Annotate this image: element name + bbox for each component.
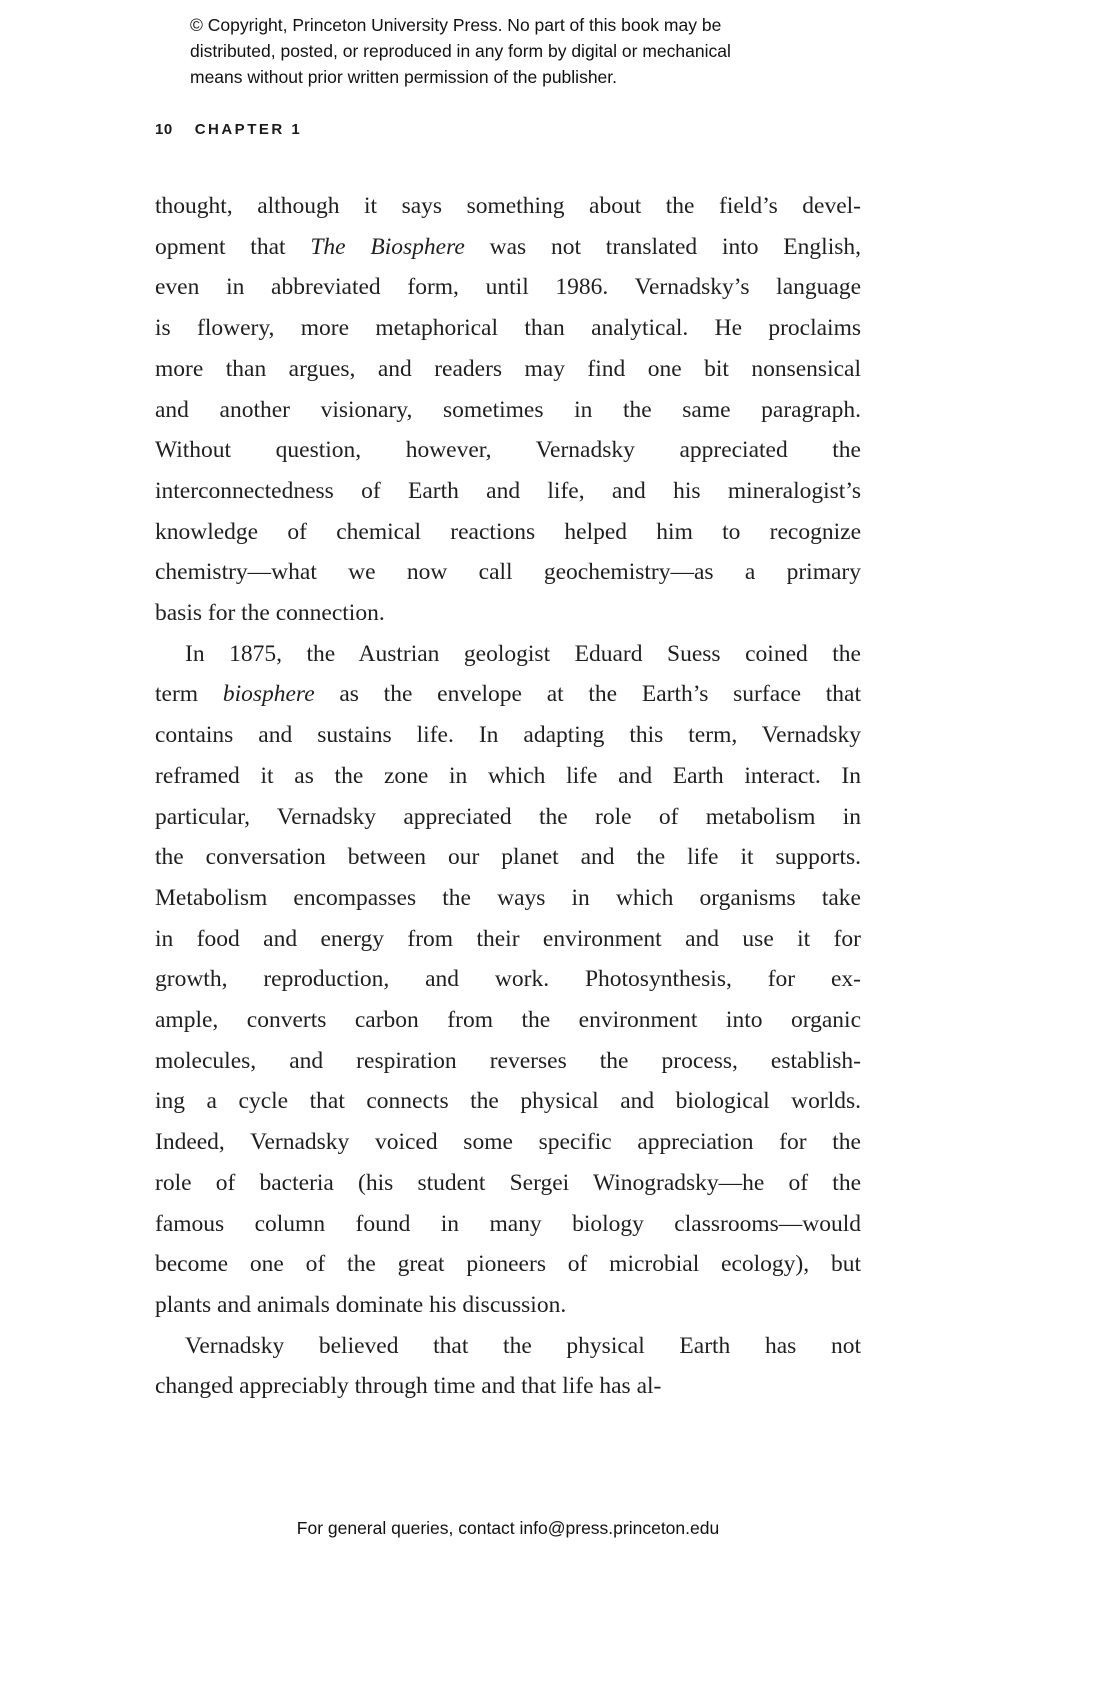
body-text: [155, 186, 861, 1407]
text-segment: changed appreciably through time and that life has al-: [155, 1373, 662, 1400]
text-segment: In 1875, the Austrian geologist Eduard Suess coined the: [185, 640, 861, 667]
text-segment: contains and sustains life. In adapting this term, Vernadsky: [155, 722, 861, 749]
body-line: [155, 1285, 861, 1326]
text-segment: even in abbreviated form, until 1986. Vernadsky’s language: [155, 274, 861, 301]
body-line: [155, 959, 861, 1000]
body-line: [155, 186, 861, 227]
text-segment: more than argues, and readers may find one bit nonsensical: [155, 355, 861, 382]
paragraph: [155, 634, 861, 1326]
copyright-line: © Copyright, Princeton University Press. No part of this book may be: [190, 15, 722, 35]
text-segment: growth, reproduction, and work. Photosynthesis, for ex-: [155, 966, 861, 993]
text-segment: Indeed, Vernadsky voiced some specific appreciation for the: [155, 1129, 861, 1156]
body-line: [155, 1041, 861, 1082]
body-line: [155, 1122, 861, 1163]
body-line: [155, 430, 861, 471]
body-line: [155, 227, 861, 268]
text-segment: Vernadsky believed that the physical Earth has not: [185, 1332, 861, 1359]
italic-text: biosphere: [222, 681, 315, 708]
chapter-label: CHAPTER 1: [194, 121, 303, 138]
text-segment: ing a cycle that connects the physical and biological worlds.: [155, 1088, 861, 1115]
paragraph: [155, 1326, 861, 1407]
body-line: [155, 797, 861, 838]
body-line: [155, 593, 861, 634]
italic-text: The Biosphere: [310, 233, 465, 260]
body-line: [155, 837, 861, 878]
text-segment: thought, although it says something about the field’s devel-: [155, 193, 861, 219]
body-line: [155, 674, 861, 715]
body-line: [155, 634, 861, 675]
text-segment: in food and energy from their environment and use it for: [155, 925, 861, 952]
text-segment: molecules, and respiration reverses the process, establish-: [155, 1047, 861, 1074]
text-segment: plants and animals dominate his discussion.: [155, 1291, 567, 1318]
footer-contact: For general queries, contact info@press.princeton.edu: [296, 1518, 720, 1538]
running-head: [155, 121, 302, 138]
text-segment: Metabolism encompasses the ways in which organisms take: [155, 884, 861, 911]
body-line: [155, 267, 861, 308]
text-segment: chemistry—what we now call geochemistry—as a primary: [155, 559, 861, 586]
text-segment: the conversation between our planet and the life it supports.: [155, 844, 861, 871]
text-segment: term: [155, 681, 223, 708]
text-segment: interconnectedness of Earth and life, and his mineralogist’s: [155, 477, 861, 504]
body-line: [155, 512, 861, 553]
body-line: [155, 349, 861, 390]
text-segment: basis for the connection.: [155, 600, 385, 627]
text-segment: and another visionary, sometimes in the same paragraph.: [155, 396, 861, 423]
text-segment: famous column found in many biology classrooms—would: [155, 1210, 861, 1237]
body-line: [155, 1326, 861, 1367]
text-segment: knowledge of chemical reactions helped him to recognize: [155, 518, 861, 545]
body-line: [155, 308, 861, 349]
copyright-notice: [190, 12, 870, 90]
body-line: [155, 1244, 861, 1285]
text-segment: opment that: [155, 233, 311, 260]
text-segment: ample, converts carbon from the environment into organic: [155, 1007, 861, 1034]
copyright-line: distributed, posted, or reproduced in any form by digital or mechanical: [190, 41, 731, 61]
page-number: 10: [155, 121, 173, 138]
body-line: [155, 1081, 861, 1122]
text-segment: become one of the great pioneers of microbial ecology), but: [155, 1251, 861, 1278]
copyright-line: means without prior written permission of the publisher.: [190, 67, 618, 87]
paragraph: [155, 186, 861, 634]
text-segment: was not translated into English,: [464, 233, 861, 260]
body-line: [155, 919, 861, 960]
text-segment: reframed it as the zone in which life and Earth interact. In: [155, 762, 861, 789]
body-line: [155, 1366, 861, 1407]
body-line: [155, 878, 861, 919]
body-line: [155, 756, 861, 797]
body-line: [155, 1204, 861, 1245]
body-line: [155, 390, 861, 431]
body-line: [155, 471, 861, 512]
body-line: [155, 552, 861, 593]
text-segment: as the envelope at the Earth’s surface that: [314, 681, 861, 708]
body-line: [155, 1163, 861, 1204]
text-segment: particular, Vernadsky appreciated the role of metabolism in: [155, 803, 861, 830]
text-segment: Without question, however, Vernadsky appreciated the: [155, 437, 861, 464]
body-line: [155, 715, 861, 756]
text-segment: is flowery, more metaphorical than analytical. He proclaims: [155, 315, 861, 342]
text-segment: role of bacteria (his student Sergei Winogradsky—he of the: [155, 1169, 861, 1196]
body-line: [155, 1000, 861, 1041]
